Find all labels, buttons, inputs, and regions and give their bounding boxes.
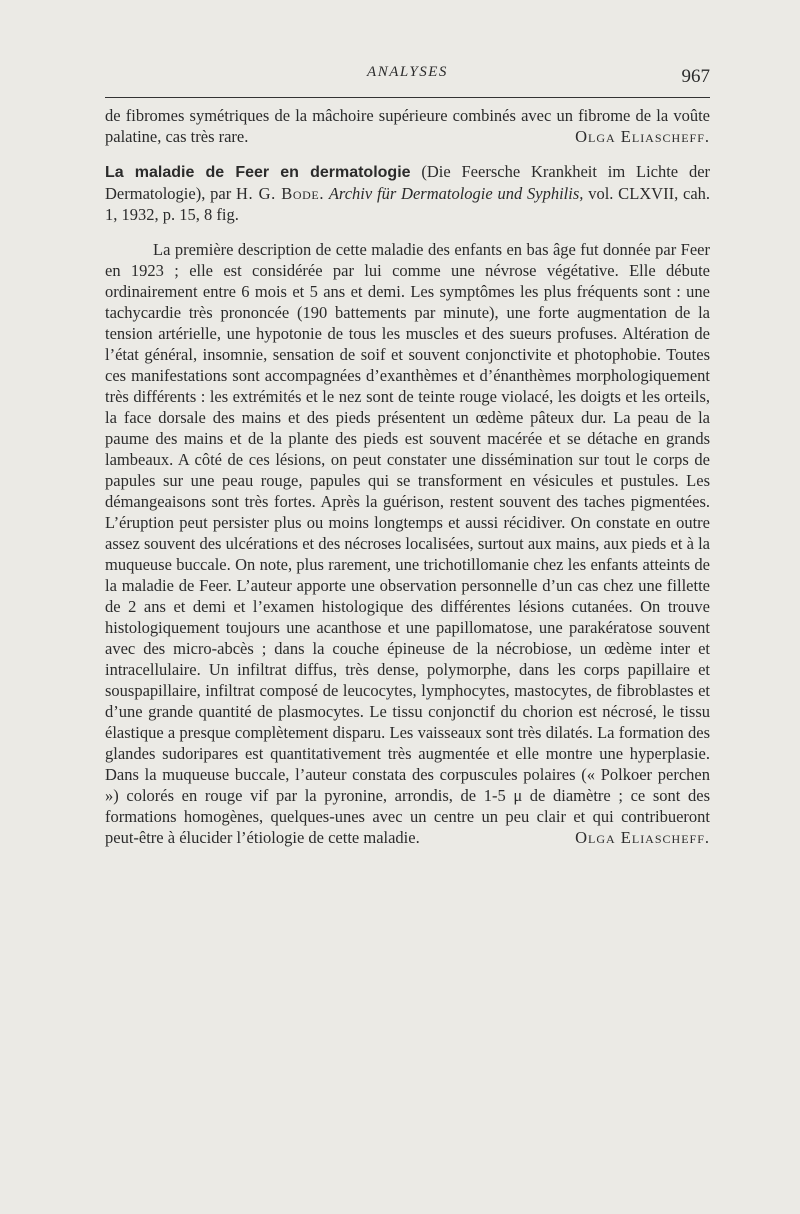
page-header	[105, 60, 710, 96]
entry-citation: vol. CLXVII, cah. 1, 1932, p. 15, 8 fig.	[105, 184, 711, 224]
page-content	[105, 105, 710, 848]
header-rule	[105, 97, 710, 98]
entry-journal: Archiv für Dermatologie und Syphilis,	[328, 184, 584, 203]
previous-review-author: Olga Eliascheff.	[575, 127, 710, 146]
running-head: ANALYSES	[367, 64, 448, 80]
entry-author: H. G. Bode.	[236, 184, 325, 203]
previous-review-text: de fibromes symétriques de la mâchoire supérieure combinés avec un fibrome de la voûte palatine, cas très rare.	[105, 106, 710, 146]
bibliographic-entry	[105, 161, 710, 225]
review-signature: Olga Eliascheff.	[575, 828, 710, 847]
review-body	[105, 239, 710, 848]
entry-original-title: (Die Feersche Krankheit im Lichte der Dermatologie), par	[105, 162, 711, 203]
page-number: 967	[681, 66, 710, 87]
entry-title: La maladie de Feer en dermatologie	[105, 164, 411, 181]
review-body-text: La première description de cette maladie des enfants en bas âge fut donnée par Feer en 1923 ; elle est considérée par lui comme une névrose végétative. Elle débute ordinairement entre 6 mois et 5 ans et demi. Les symptômes les plus fréquents sont : une tachycardie très prononcée (190 battements par minute), une forte augmentation de la tension artérielle, une hypotonie de tous les muscles et des sueurs profuses. Altération de l’état général, insomnie, sensation de soif et souvent conjonctivite et photophobie. Toutes ces manifestations sont accompagnées d’exanthèmes et d’énanthèmes morphologiquement très différents : les extrémités et le nez sont de teinte rouge violacé, les doigts et les orteils, la face dorsale des mains et des pieds présentent un œdème pâteux dur. La peau de la paume des mains et de la plante des pieds est souvent macérée et se détache en grands lambeaux. A côté de ces lésions, on peut constater une dissémination sur tout le corps de papules sur une peau rouge, papules qui se transforment en vésicules et pustules. Les démangeaisons sont très fortes. Après la guérison, restent souvent des taches pigmentées. L’éruption peut persister plus ou moins longtemps et aussi récidiver. On constate en outre assez souvent des ulcérations et des nécroses localisées, surtout aux mains, aux pieds et à la muqueuse buccale. On note, plus rarement, une trichotillomanie chez les enfants atteints de la maladie de Feer. L’auteur apporte une observation personnelle d’un cas chez une fillette de 2 ans et demi et l’examen histologique des différentes lésions cutanées. On trouve histologiquement toujours une acanthose et une papillomatose, une parakératose souvent avec des micro-abcès ; dans la couche épineuse de la nécrobiose, un œdème inter et intracellulaire. Un infiltrat diffus, très dense, polymorphe, dans les corps papillaire et souspapillaire, infiltrat composé de leucocytes, lymphocytes, mastocytes, de fibroblastes et d’une grande quantité de plasmocytes. Le tissu conjonctif du chorion est nécrosé, le tissu élastique a presque complètement disparu. Les vaisseaux sont très dilatés. La formation des glandes sudoripares est quantitativement très augmentée et elle montre une hyperplasie. Dans la muqueuse buccale, l’auteur constata des corpuscules polaires (« Polkoer perchen ») colorés en rouge vif par la pyronine, arrondis, de 1-5 μ de diamètre ; ce sont des formations homogènes, quelques-unes avec un centre un peu clair et qui contribueront peut-être à élucider l’étiologie de cette maladie.	[105, 240, 710, 847]
previous-review-ending	[105, 105, 710, 147]
